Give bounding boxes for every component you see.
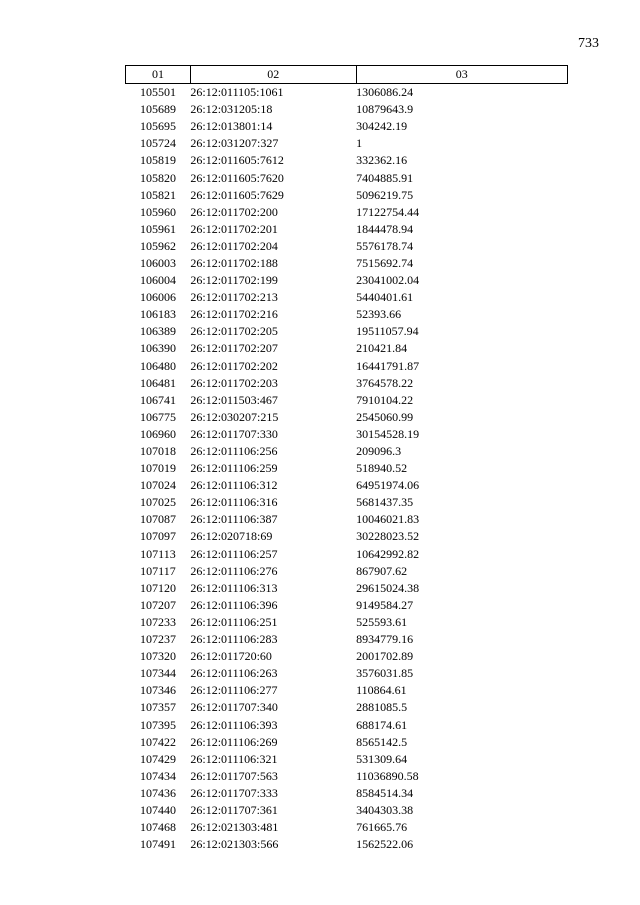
cell-value: 304242.19 (356, 119, 408, 134)
cell-value: 110864.61 (356, 683, 407, 698)
header-row (126, 66, 568, 84)
table-row (126, 255, 568, 272)
cell-value: 5576178.74 (356, 238, 414, 253)
cell-value: 867907.62 (356, 563, 408, 578)
cell-value: 1306086.24 (356, 85, 414, 100)
cell-id: 107237 (139, 632, 176, 647)
cell-id: 105689 (139, 102, 176, 117)
column-header-03: 03 (356, 66, 567, 84)
cell-id: 105821 (139, 187, 176, 202)
table-row (126, 323, 568, 340)
cell-id: 107440 (139, 802, 176, 817)
cell-id: 105695 (139, 119, 176, 134)
cell-id: 106775 (139, 409, 176, 424)
cell-id: 106960 (139, 426, 176, 441)
cell-value: 8565142.5 (356, 734, 408, 749)
cell-cadastral-number: 26:12:011503:467 (190, 392, 278, 407)
table-body (126, 84, 568, 854)
cell-cadastral-number: 26:12:021303:481 (190, 820, 279, 835)
table-row (126, 84, 568, 102)
cell-cadastral-number: 26:12:013801:14 (190, 119, 273, 134)
table-row (126, 665, 568, 682)
cell-value: 1562522.06 (356, 837, 414, 852)
cell-id: 107019 (139, 461, 176, 476)
cell-id: 107436 (139, 785, 176, 800)
table-row (126, 785, 568, 802)
cell-id: 107491 (139, 837, 176, 852)
cell-cadastral-number: 26:12:011106:256 (190, 444, 278, 459)
table-row (126, 426, 568, 443)
cell-cadastral-number: 26:12:011720:60 (190, 649, 272, 664)
cell-id: 107422 (139, 734, 176, 749)
cell-value: 23041002.04 (356, 273, 420, 288)
cell-cadastral-number: 26:12:011106:393 (190, 717, 278, 732)
cell-cadastral-number: 26:12:011605:7620 (190, 170, 284, 185)
cell-value: 210421.84 (356, 341, 408, 356)
table-row (126, 682, 568, 699)
table-row (126, 204, 568, 221)
cell-value: 761665.76 (356, 820, 408, 835)
table-row (126, 751, 568, 768)
cell-cadastral-number: 26:12:031205:18 (190, 102, 273, 117)
cell-id: 106480 (139, 358, 176, 373)
cell-value: 8934779.16 (356, 632, 414, 647)
cell-cadastral-number: 26:12:011702:202 (190, 358, 278, 373)
cell-value: 7404885.91 (356, 170, 414, 185)
table-row (126, 340, 568, 357)
table-row (126, 546, 568, 563)
table-row (126, 358, 568, 375)
cell-value: 7910104.22 (356, 392, 414, 407)
cell-cadastral-number: 26:12:011106:387 (190, 512, 278, 527)
cell-value: 2881085.5 (356, 700, 408, 715)
cell-id: 107024 (139, 478, 176, 493)
cell-cadastral-number: 26:12:011106:277 (190, 683, 278, 698)
cell-id: 107434 (139, 768, 176, 783)
cell-value: 3764578.22 (356, 375, 414, 390)
cell-cadastral-number: 26:12:011702:216 (190, 307, 278, 322)
cell-cadastral-number: 26:12:011707:333 (190, 785, 278, 800)
page-number: 733 (578, 36, 599, 51)
table-row (126, 135, 568, 152)
cell-id: 107120 (139, 580, 176, 595)
cell-cadastral-number: 26:12:011106:251 (190, 614, 278, 629)
table-row (126, 511, 568, 528)
cell-cadastral-number: 26:12:011106:316 (190, 495, 278, 510)
table-row (126, 187, 568, 204)
cell-value: 9149584.27 (356, 597, 414, 612)
cell-id: 107025 (139, 495, 176, 510)
table-row (126, 272, 568, 289)
cell-cadastral-number: 26:12:011106:263 (190, 666, 278, 681)
table-row (126, 101, 568, 118)
cell-value: 3404303.38 (356, 802, 414, 817)
table-row (126, 289, 568, 306)
cell-id: 106741 (139, 392, 176, 407)
cell-cadastral-number: 26:12:011605:7629 (190, 187, 284, 202)
data-table (125, 65, 568, 853)
cell-cadastral-number: 26:12:011106:283 (190, 632, 278, 647)
table-row (126, 238, 568, 255)
cell-cadastral-number: 26:12:011702:213 (190, 290, 278, 305)
cell-value: 688174.61 (356, 717, 408, 732)
table-row (126, 580, 568, 597)
cell-cadastral-number: 26:12:011702:200 (190, 204, 278, 219)
cell-id: 106183 (139, 307, 176, 322)
table-row (126, 802, 568, 819)
cell-id: 107207 (139, 597, 176, 612)
cell-value: 531309.64 (356, 751, 408, 766)
cell-cadastral-number: 26:12:011106:313 (190, 580, 278, 595)
cell-value: 518940.52 (356, 461, 408, 476)
cell-value: 2545060.99 (356, 409, 414, 424)
table-row (126, 819, 568, 836)
cell-value: 8584514.34 (356, 785, 414, 800)
cell-id: 106481 (139, 375, 176, 390)
cell-value: 7515692.74 (356, 255, 414, 270)
cell-id: 107117 (140, 563, 176, 578)
cell-id: 106390 (139, 341, 176, 356)
cell-cadastral-number: 26:12:011702:204 (190, 238, 278, 253)
table-row (126, 699, 568, 716)
cell-value: 1 (356, 136, 363, 151)
cell-value: 5096219.75 (356, 187, 414, 202)
cell-value: 30154528.19 (356, 426, 420, 441)
cell-cadastral-number: 26:12:011702:203 (190, 375, 278, 390)
cell-cadastral-number: 26:12:011702:201 (190, 221, 278, 236)
cell-id: 107346 (139, 683, 176, 698)
table-row (126, 528, 568, 545)
cell-value: 5440401.61 (356, 290, 414, 305)
cell-cadastral-number: 26:12:011707:361 (190, 802, 278, 817)
cell-cadastral-number: 26:12:031207:327 (190, 136, 279, 151)
cell-id: 107087 (139, 512, 176, 527)
cell-value: 10642992.82 (356, 546, 420, 561)
cell-id: 105820 (139, 170, 176, 185)
cell-value: 30228023.52 (356, 529, 420, 544)
cell-cadastral-number: 26:12:011702:207 (190, 341, 278, 356)
cell-cadastral-number: 26:12:011707:563 (190, 768, 278, 783)
table-row (126, 563, 568, 580)
cell-value: 19511057.94 (356, 324, 419, 339)
cell-id: 107097 (139, 529, 176, 544)
cell-id: 106004 (139, 273, 176, 288)
cell-id: 105819 (139, 153, 176, 168)
cell-cadastral-number: 26:12:011106:259 (190, 461, 278, 476)
cell-value: 52393.66 (356, 307, 402, 322)
cell-id: 107344 (139, 666, 176, 681)
cell-value: 16441791.87 (356, 358, 420, 373)
cell-cadastral-number: 26:12:021303:566 (190, 837, 279, 852)
table-row (126, 477, 568, 494)
cell-value: 209096.3 (356, 444, 402, 459)
cell-cadastral-number: 26:12:011106:257 (190, 546, 278, 561)
cell-cadastral-number: 26:12:030207:215 (190, 409, 279, 424)
cell-id: 107233 (139, 614, 176, 629)
column-header-02: 02 (190, 66, 356, 84)
cell-id: 105501 (139, 85, 176, 100)
table-row (126, 836, 568, 853)
cell-cadastral-number: 26:12:011702:188 (190, 255, 278, 270)
table-row (126, 375, 568, 392)
cell-id: 106003 (139, 255, 176, 270)
cell-id: 107395 (139, 717, 176, 732)
cell-id: 107113 (140, 546, 176, 561)
cell-cadastral-number: 26:12:011605:7612 (190, 153, 284, 168)
table-row (126, 221, 568, 238)
cell-value: 3576031.85 (356, 666, 414, 681)
table-row (126, 118, 568, 135)
cell-value: 525593.61 (356, 614, 408, 629)
cell-id: 105962 (139, 238, 176, 253)
cell-cadastral-number: 26:12:011106:321 (190, 751, 278, 766)
cell-id: 105961 (139, 221, 176, 236)
cell-value: 10879643.9 (356, 102, 414, 117)
table-row (126, 648, 568, 665)
cell-id: 105960 (139, 204, 176, 219)
cell-cadastral-number: 26:12:020718:69 (190, 529, 273, 544)
table-row (126, 631, 568, 648)
table-row (126, 152, 568, 169)
table-row (126, 409, 568, 426)
table-header (126, 66, 568, 84)
cell-cadastral-number: 26:12:011106:276 (190, 563, 278, 578)
cell-cadastral-number: 26:12:011702:205 (190, 324, 278, 339)
table-row (126, 494, 568, 511)
table-row (126, 597, 568, 614)
table-row (126, 460, 568, 477)
cell-cadastral-number: 26:12:011105:1061 (190, 85, 284, 100)
table-row (126, 734, 568, 751)
cell-value: 5681437.35 (356, 495, 414, 510)
cell-id: 105724 (139, 136, 176, 151)
cell-value: 64951974.06 (356, 478, 420, 493)
table-row (126, 392, 568, 409)
cell-cadastral-number: 26:12:011707:330 (190, 426, 278, 441)
cell-value: 17122754.44 (356, 204, 420, 219)
cell-value: 2001702.89 (356, 649, 414, 664)
cell-cadastral-number: 26:12:011106:269 (190, 734, 278, 749)
cell-value: 11036890.58 (356, 768, 419, 783)
table-row (126, 443, 568, 460)
table-row (126, 614, 568, 631)
table-row (126, 716, 568, 733)
cell-cadastral-number: 26:12:011106:312 (190, 478, 278, 493)
cell-cadastral-number: 26:12:011707:340 (190, 700, 278, 715)
cell-id: 107320 (139, 649, 176, 664)
cell-id: 107018 (139, 444, 176, 459)
cell-id: 107468 (139, 820, 176, 835)
cell-id: 106389 (139, 324, 176, 339)
table-row (126, 169, 568, 186)
cell-value: 332362.16 (356, 153, 408, 168)
cell-value: 29615024.38 (356, 580, 420, 595)
cell-cadastral-number: 26:12:011702:199 (190, 273, 278, 288)
table-row (126, 306, 568, 323)
cell-value: 1844478.94 (356, 221, 414, 236)
cell-id: 107357 (139, 700, 176, 715)
table-row (126, 768, 568, 785)
cell-cadastral-number: 26:12:011106:396 (190, 597, 278, 612)
cell-id: 106006 (139, 290, 176, 305)
cell-id: 107429 (139, 751, 176, 766)
column-header-01: 01 (126, 66, 191, 84)
cell-value: 10046021.83 (356, 512, 420, 527)
